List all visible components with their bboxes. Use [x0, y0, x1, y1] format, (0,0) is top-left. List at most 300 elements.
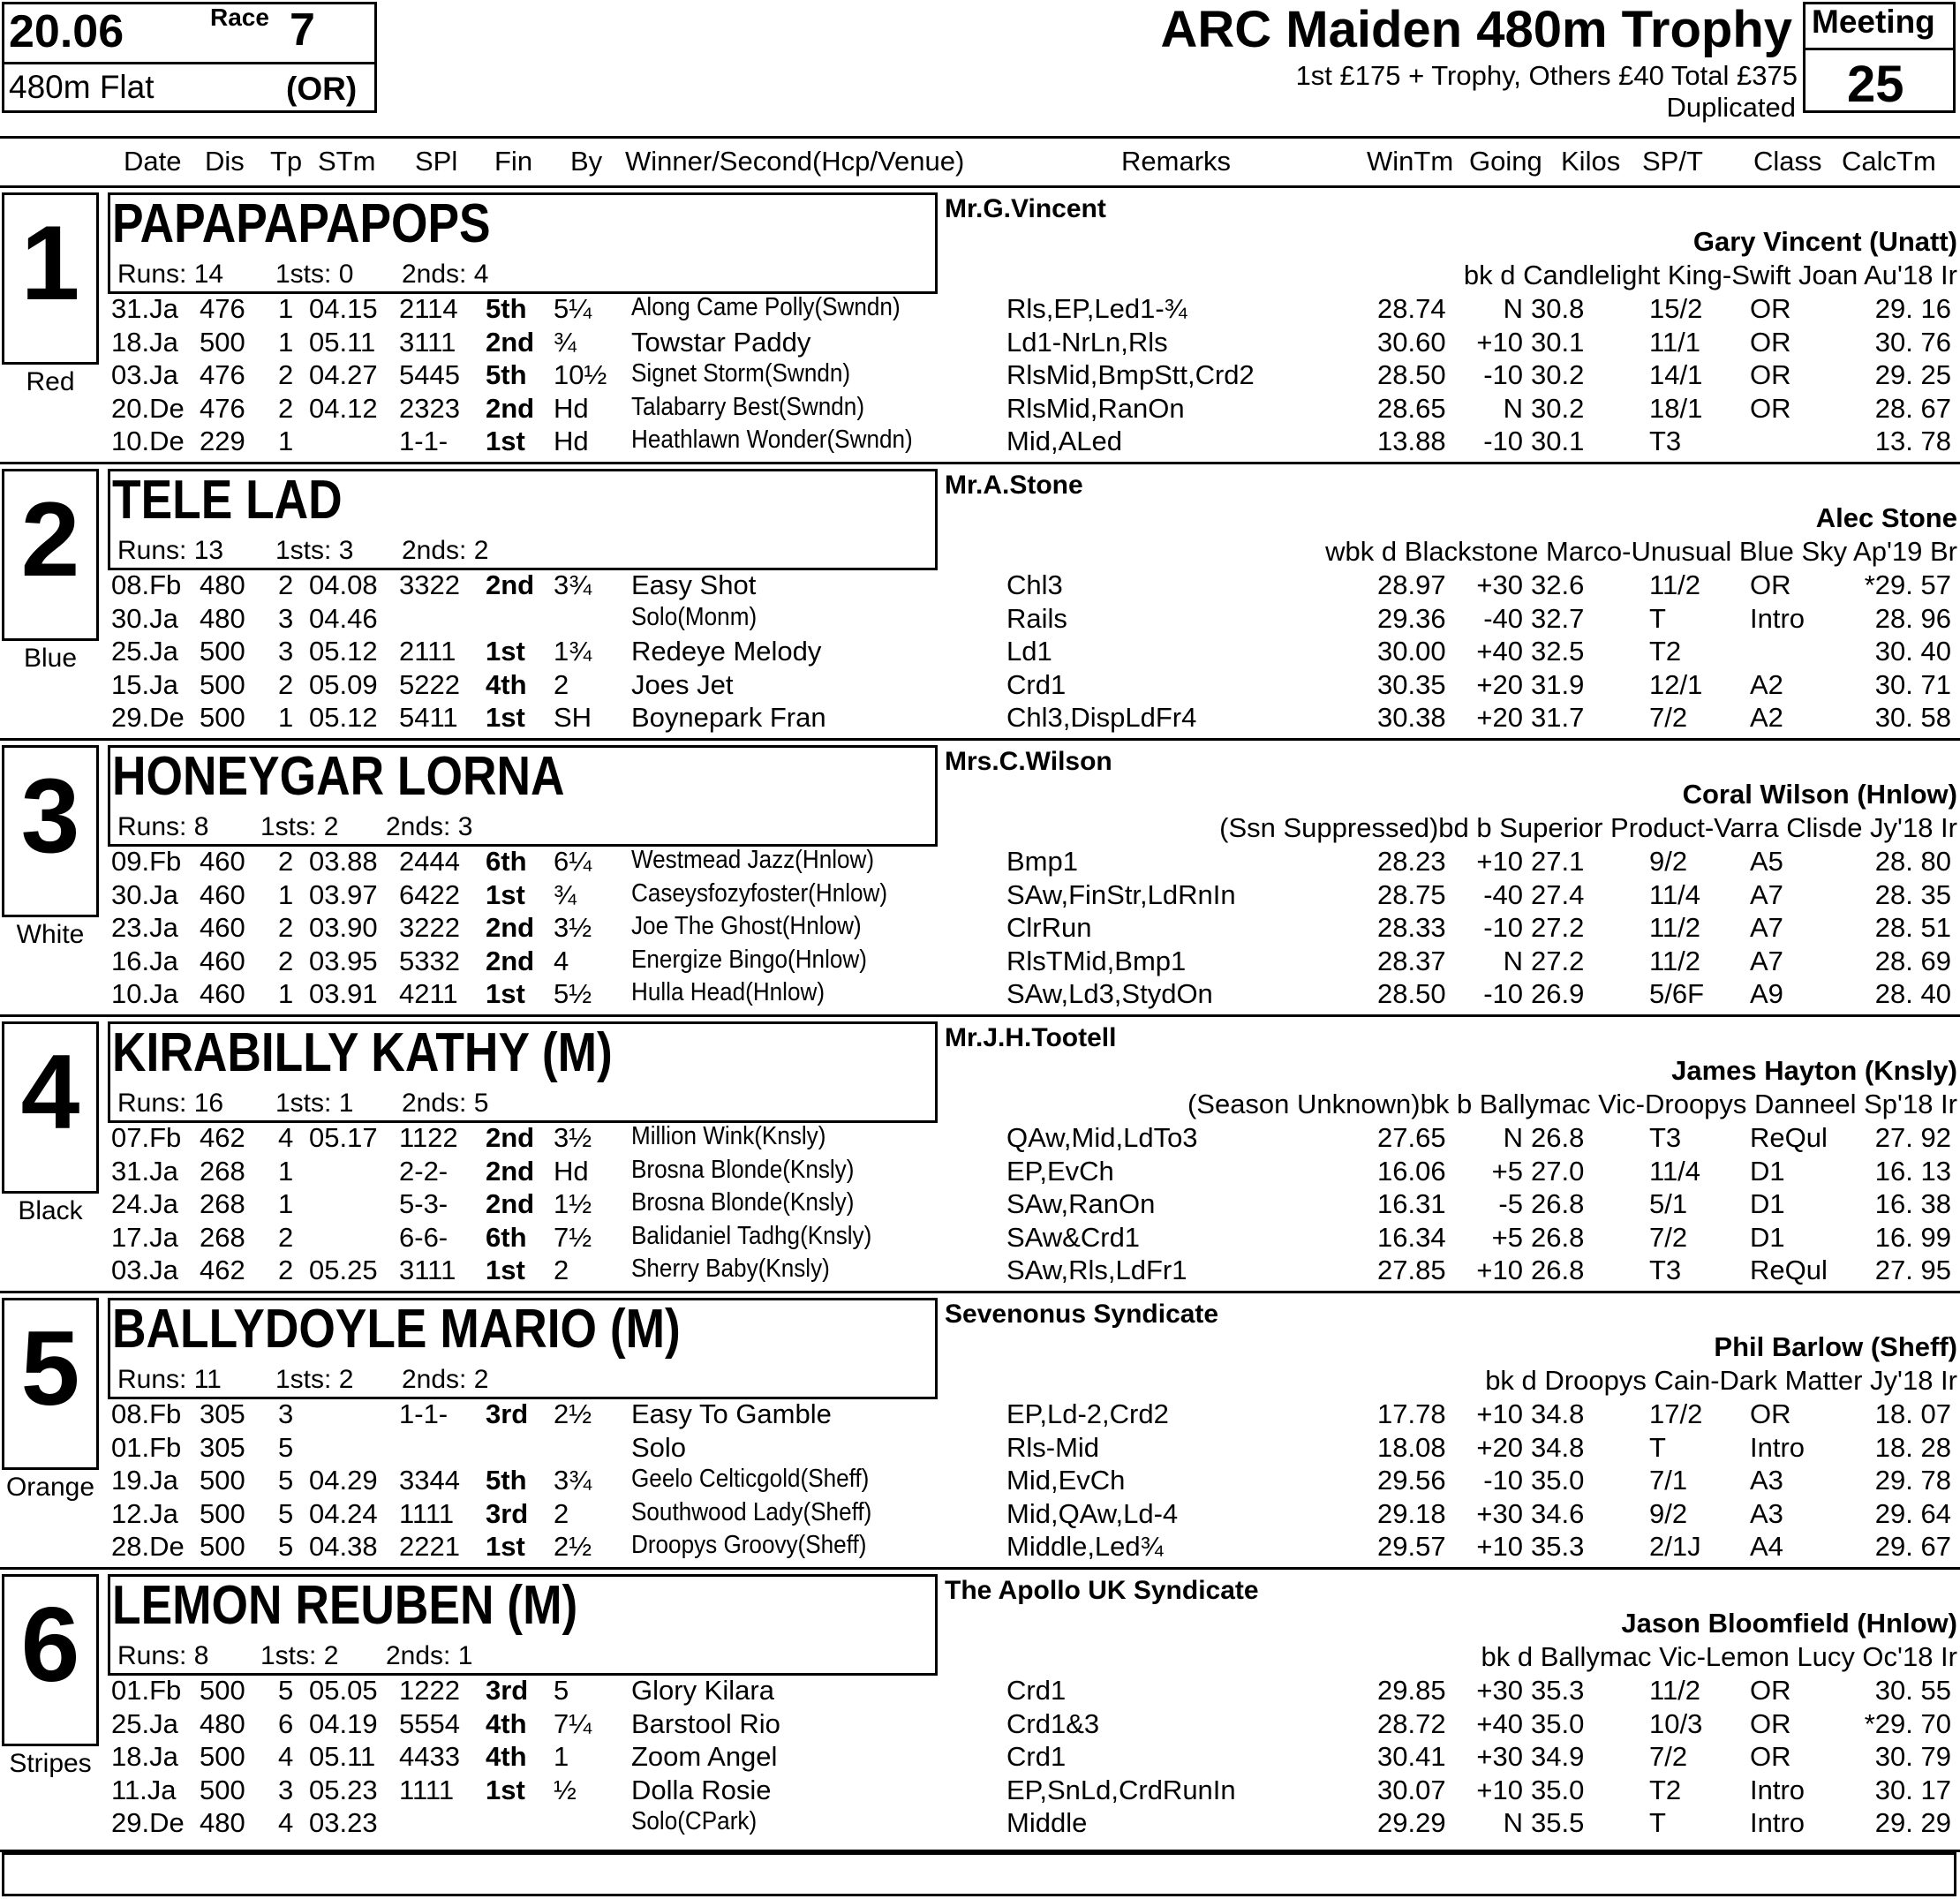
cell-beaten-by: Hd — [554, 1155, 589, 1187]
cell-winner-second: Geelo Celticgold(Sheff) — [631, 1465, 870, 1493]
cell-win-time: 30.38 — [1377, 702, 1446, 733]
cell-win-time: 29.85 — [1377, 1675, 1446, 1706]
cell-trap: 4 — [278, 1741, 294, 1772]
cell-win-time: 28.33 — [1377, 912, 1446, 943]
cell-calc-time: 29. 64 — [1874, 1497, 1951, 1529]
cell-remarks: SAw,FinStr,LdRnIn — [1006, 878, 1236, 910]
cell-kilos: 32.5 — [1531, 636, 1585, 667]
cell-sectional-time: 05.09 — [309, 668, 378, 700]
cell-calc-time: 29. 78 — [1874, 1465, 1951, 1496]
cell-calc-time: 16. 13 — [1874, 1155, 1951, 1187]
cell-kilos: 32.7 — [1531, 602, 1585, 634]
breeding: (Season Unknown)bk b Ballymac Vic-Droopys Danneel Sp'18 Ir — [1187, 1089, 1957, 1119]
cell-calc-time: 29. 16 — [1874, 293, 1951, 324]
cell-date: 08.Fb — [111, 1398, 182, 1429]
trap-number: 6 — [20, 1586, 80, 1704]
seconds-count: 2nds: 2 — [402, 536, 489, 565]
cell-class: Intro — [1750, 1431, 1805, 1463]
cell-calc-time: *29. 57 — [1864, 569, 1951, 600]
cell-finish: 1st — [486, 636, 525, 667]
cell-sectional-time: 05.23 — [309, 1774, 378, 1805]
cell-sectional-time: 04.27 — [309, 359, 378, 390]
cell-kilos: 27.2 — [1531, 945, 1585, 976]
runner-top-rule — [0, 1567, 1960, 1570]
cell-sectional-time: 05.11 — [309, 1741, 376, 1772]
cell-beaten-by: 3¾ — [554, 569, 592, 600]
cell-sectional-places: 3111 — [399, 1255, 456, 1285]
cell-calc-time: 30. 79 — [1874, 1741, 1951, 1772]
cell-sectional-places: 3322 — [399, 569, 460, 600]
race-title: ARC Maiden 480m Trophy — [1160, 1, 1792, 58]
runs-count: Runs: 8 — [117, 812, 209, 841]
cell-date: 31.Ja — [111, 1155, 178, 1187]
cell-going: N — [1503, 945, 1523, 976]
cell-sp-t: T — [1649, 1431, 1666, 1463]
form-row — [0, 293, 1960, 326]
meeting-label: Meeting — [1812, 4, 1935, 40]
cell-win-time: 16.06 — [1377, 1155, 1446, 1187]
cell-sp-t: T — [1649, 602, 1666, 634]
col-header-going: Going — [1469, 146, 1542, 177]
cell-date: 29.De — [111, 1807, 185, 1838]
cell-remarks: Ld1-NrLn,Rls — [1006, 326, 1168, 358]
cell-win-time: 18.08 — [1377, 1431, 1446, 1463]
cell-kilos: 30.1 — [1531, 426, 1585, 456]
runs-count: Runs: 11 — [117, 1365, 222, 1394]
cell-sectional-time: 03.23 — [309, 1807, 378, 1838]
cell-date: 19.Ja — [111, 1465, 178, 1496]
cell-win-time: 28.50 — [1377, 359, 1446, 390]
cell-remarks: Chl3 — [1006, 569, 1063, 600]
trap-number: 5 — [20, 1309, 80, 1428]
cell-remarks: EP,EvCh — [1006, 1155, 1114, 1187]
cell-win-time: 29.29 — [1377, 1807, 1446, 1838]
cell-going: -10 — [1483, 359, 1523, 390]
cell-calc-time: 30. 58 — [1874, 702, 1951, 733]
cell-sectional-places: 2114 — [399, 293, 458, 324]
cell-going: N — [1503, 1807, 1523, 1838]
firsts-count: 1sts: 0 — [275, 260, 354, 289]
runs-count: Runs: 16 — [117, 1089, 224, 1118]
cell-finish: 4th — [486, 668, 527, 700]
cell-going: +30 — [1476, 1741, 1523, 1772]
runner-trap-2 — [0, 462, 1960, 738]
col-header-remarks: Remarks — [1121, 146, 1232, 177]
cell-distance: 305 — [200, 1398, 245, 1429]
breeding: bk d Ballymac Vic-Lemon Lucy Oc'18 Ir — [1481, 1641, 1957, 1672]
cell-class: A7 — [1750, 945, 1783, 976]
cell-sectional-time: 04.19 — [309, 1707, 378, 1739]
trap-number: 4 — [20, 1033, 80, 1151]
cell-class: OR — [1750, 293, 1791, 324]
cell-distance: 500 — [200, 326, 245, 358]
cell-trap: 6 — [278, 1707, 294, 1739]
cell-class: Intro — [1750, 1774, 1805, 1805]
cell-beaten-by: ¾ — [554, 878, 577, 910]
cell-sectional-places: 3344 — [399, 1465, 460, 1496]
cell-sectional-time: 03.90 — [309, 912, 378, 943]
cell-sp-t: 18/1 — [1649, 392, 1703, 424]
cell-trap: 1 — [278, 1188, 294, 1219]
cell-trap: 2 — [278, 569, 294, 600]
cell-remarks: RlsMid,BmpStt,Crd2 — [1006, 359, 1255, 390]
cell-calc-time: 30. 17 — [1874, 1774, 1951, 1805]
form-row — [0, 359, 1960, 392]
cell-finish: 5th — [486, 359, 527, 390]
cell-kilos: 27.0 — [1531, 1155, 1585, 1187]
cell-win-time: 29.56 — [1377, 1465, 1446, 1496]
owner: Mr.G.Vincent — [945, 194, 1106, 223]
cell-calc-time: 29. 29 — [1874, 1807, 1951, 1838]
cell-sectional-time: 04.38 — [309, 1531, 378, 1562]
dog-name: KIRABILLY KATHY (M) — [112, 1022, 613, 1083]
cell-calc-time: *29. 70 — [1864, 1707, 1951, 1739]
cell-beaten-by: 1½ — [554, 1188, 592, 1219]
race-distance: 480m Flat — [9, 69, 155, 105]
cell-calc-time: 28. 80 — [1874, 846, 1951, 877]
cell-distance: 500 — [200, 1675, 245, 1706]
cell-going: +20 — [1476, 1431, 1523, 1463]
race-time-divider — [2, 62, 377, 64]
trainer: Gary Vincent (Unatt) — [1692, 226, 1957, 257]
cell-finish: 1st — [486, 1531, 525, 1562]
cell-trap: 1 — [278, 878, 294, 910]
cell-sectional-time: 05.17 — [309, 1122, 378, 1153]
cell-class: ReQul — [1750, 1255, 1828, 1285]
cell-win-time: 30.60 — [1377, 326, 1446, 358]
runner-trap-5 — [0, 1291, 1960, 1567]
trainer: Alec Stone — [1815, 502, 1957, 533]
cell-remarks: Middle — [1006, 1807, 1088, 1838]
cell-calc-time: 28. 69 — [1874, 945, 1951, 976]
cell-kilos: 31.9 — [1531, 668, 1585, 700]
cell-sectional-places: 2221 — [399, 1531, 460, 1562]
cell-beaten-by: 1¾ — [554, 636, 592, 667]
cell-winner-second: Solo(Monm) — [631, 602, 758, 631]
cell-remarks: Ld1 — [1006, 636, 1052, 667]
cell-trap: 1 — [278, 426, 294, 456]
cell-sectional-time: 03.97 — [309, 878, 378, 910]
breeding: bk d Candlelight King-Swift Joan Au'18 Ir — [1463, 260, 1957, 290]
cell-going: N — [1503, 293, 1523, 324]
cell-sectional-places: 5332 — [399, 945, 460, 976]
cell-class: OR — [1750, 1398, 1791, 1429]
form-row — [0, 846, 1960, 878]
cell-sectional-places: 4433 — [399, 1741, 460, 1772]
runner-top-rule — [0, 185, 1960, 188]
cell-remarks: QAw,Mid,LdTo3 — [1006, 1122, 1198, 1153]
cell-win-time: 29.36 — [1377, 602, 1446, 634]
runner-trap-6 — [0, 1567, 1960, 1843]
cell-distance: 500 — [200, 1497, 245, 1529]
cell-win-time: 29.57 — [1377, 1531, 1446, 1562]
cell-sp-t: 7/1 — [1649, 1465, 1688, 1496]
cell-remarks: SAw,Rls,LdFr1 — [1006, 1255, 1187, 1285]
cell-beaten-by: 4 — [554, 945, 569, 976]
cell-remarks: Bmp1 — [1006, 846, 1078, 877]
cell-trap: 3 — [278, 1774, 294, 1805]
cell-remarks: Crd1 — [1006, 1675, 1067, 1706]
cell-win-time: 30.00 — [1377, 636, 1446, 667]
cell-date: 24.Ja — [111, 1188, 178, 1219]
cell-finish: 2nd — [486, 569, 535, 600]
form-row — [0, 1775, 1960, 1807]
cell-winner-second: Zoom Angel — [631, 1741, 778, 1772]
cell-trap: 2 — [278, 668, 294, 700]
cell-date: 29.De — [111, 702, 185, 733]
cell-class: OR — [1750, 1675, 1791, 1706]
race-grade: (OR) — [286, 71, 358, 107]
cell-finish: 2nd — [486, 1188, 535, 1219]
runs-count: Runs: 14 — [117, 260, 224, 289]
cell-winner-second: Talabarry Best(Swndn) — [631, 392, 865, 421]
cell-win-time: 28.72 — [1377, 1707, 1446, 1739]
cell-date: 07.Fb — [111, 1122, 182, 1153]
cell-date: 30.Ja — [111, 878, 178, 910]
firsts-count: 1sts: 3 — [275, 536, 354, 565]
cell-sectional-places: 1-1- — [399, 426, 449, 456]
form-row — [0, 636, 1960, 668]
cell-sectional-places: 5445 — [399, 359, 460, 390]
cell-win-time: 30.41 — [1377, 1741, 1446, 1772]
dog-name: HONEYGAR LORNA — [112, 746, 565, 807]
cell-date: 01.Fb — [111, 1431, 182, 1463]
cell-sp-t: 7/2 — [1649, 1221, 1688, 1253]
cell-winner-second: Million Wink(Knsly) — [631, 1122, 826, 1150]
trap-number: 1 — [20, 204, 80, 322]
firsts-count: 1sts: 2 — [260, 1641, 339, 1670]
cell-sectional-places: 5411 — [399, 702, 458, 733]
col-header-spl: SPl — [415, 146, 458, 177]
cell-class: D1 — [1750, 1155, 1785, 1187]
meeting-divider — [1803, 48, 1956, 50]
form-row — [0, 1531, 1960, 1564]
cell-kilos: 34.9 — [1531, 1741, 1585, 1772]
cell-trap: 2 — [278, 1221, 294, 1253]
cell-date: 31.Ja — [111, 293, 178, 324]
col-header-kilos: Kilos — [1561, 146, 1621, 177]
cell-beaten-by: Hd — [554, 392, 589, 424]
cell-sp-t: 11/2 — [1649, 945, 1701, 976]
cell-finish: 2nd — [486, 326, 535, 358]
cell-remarks: Rls,EP,Led1-¾ — [1006, 293, 1187, 324]
cell-trap: 1 — [278, 702, 294, 733]
col-header-spt: SP/T — [1642, 146, 1703, 177]
cell-sectional-time: 05.12 — [309, 636, 378, 667]
col-header-calctm: CalcTm — [1842, 146, 1936, 177]
cell-sp-t: 11/2 — [1649, 1675, 1701, 1706]
cell-remarks: EP,Ld-2,Crd2 — [1006, 1398, 1169, 1429]
cell-sectional-places: 2-2- — [399, 1155, 449, 1187]
cell-winner-second: Towstar Paddy — [631, 326, 811, 358]
cell-class: A9 — [1750, 978, 1783, 1009]
cell-distance: 476 — [200, 392, 245, 424]
cell-winner-second: Dolla Rosie — [631, 1774, 772, 1805]
cell-sp-t: T3 — [1649, 1255, 1682, 1285]
meeting-number: 25 — [1847, 56, 1904, 113]
cell-going: -40 — [1483, 602, 1523, 634]
cell-sp-t: T2 — [1649, 1774, 1682, 1805]
cell-going: +30 — [1476, 1675, 1523, 1706]
cell-distance: 480 — [200, 1807, 245, 1838]
cell-finish: 5th — [486, 1465, 527, 1496]
cell-sp-t: 11/1 — [1649, 326, 1701, 358]
cell-winner-second: Solo — [631, 1431, 687, 1463]
cell-winner-second: Brosna Blonde(Knsly) — [631, 1155, 855, 1184]
cell-class: A7 — [1750, 912, 1783, 943]
runner-top-rule — [0, 738, 1960, 741]
cell-distance: 460 — [200, 878, 245, 910]
firsts-count: 1sts: 2 — [275, 1365, 354, 1394]
trainer: Jason Bloomfield (Hnlow) — [1621, 1608, 1957, 1639]
form-row — [0, 669, 1960, 702]
form-row — [0, 393, 1960, 426]
firsts-count: 1sts: 2 — [260, 812, 339, 841]
form-row — [0, 1675, 1960, 1707]
cell-sectional-places: 3111 — [399, 326, 456, 358]
form-row — [0, 1398, 1960, 1431]
cell-beaten-by: 3¾ — [554, 1465, 592, 1496]
dog-name: BALLYDOYLE MARIO (M) — [112, 1299, 681, 1360]
cell-calc-time: 29. 67 — [1874, 1531, 1951, 1562]
seconds-count: 2nds: 2 — [402, 1365, 489, 1394]
cell-going: +10 — [1476, 1398, 1523, 1429]
cell-sectional-places: 5222 — [399, 668, 460, 700]
cell-trap: 2 — [278, 1255, 294, 1285]
trap-colour: Black — [18, 1196, 83, 1225]
cell-date: 10.Ja — [111, 978, 178, 1009]
cell-beaten-by: 2 — [554, 668, 569, 700]
col-header-dis: Dis — [205, 146, 245, 177]
cell-remarks: Crd1 — [1006, 668, 1067, 700]
cell-sectional-places: 1222 — [399, 1675, 460, 1706]
cell-win-time: 28.50 — [1377, 978, 1446, 1009]
cell-win-time: 30.07 — [1377, 1774, 1446, 1805]
cell-winner-second: Droopys Groovy(Sheff) — [631, 1531, 867, 1559]
cell-winner-second: Solo(CPark) — [631, 1807, 758, 1835]
cell-class: OR — [1750, 569, 1791, 600]
cell-win-time: 28.74 — [1377, 293, 1446, 324]
cell-trap: 2 — [278, 846, 294, 877]
cell-distance: 229 — [200, 426, 245, 456]
cell-trap: 1 — [278, 978, 294, 1009]
cell-going: N — [1503, 392, 1523, 424]
cell-winner-second: Joes Jet — [631, 668, 734, 700]
cell-class: A3 — [1750, 1497, 1783, 1529]
cell-win-time: 28.23 — [1377, 846, 1446, 877]
runs-count: Runs: 13 — [117, 536, 224, 565]
cell-finish: 6th — [486, 1221, 527, 1253]
cell-going: +20 — [1476, 702, 1523, 733]
form-row — [0, 1255, 1960, 1287]
cell-beaten-by: 2 — [554, 1497, 569, 1529]
cell-beaten-by: 5 — [554, 1675, 569, 1706]
col-header-stm: STm — [318, 146, 376, 177]
cell-sectional-time: 05.11 — [309, 326, 376, 358]
cell-beaten-by: Hd — [554, 426, 589, 456]
cell-trap: 2 — [278, 912, 294, 943]
cell-trap: 2 — [278, 945, 294, 976]
cell-date: 08.Fb — [111, 569, 182, 600]
form-row — [0, 702, 1960, 735]
cell-beaten-by: 5¼ — [554, 293, 592, 324]
cell-date: 30.Ja — [111, 602, 178, 634]
cell-calc-time: 28. 96 — [1874, 602, 1951, 634]
form-row — [0, 912, 1960, 945]
cell-class: A7 — [1750, 878, 1783, 910]
cell-distance: 268 — [200, 1188, 245, 1219]
form-row — [0, 1222, 1960, 1255]
form-row — [0, 1188, 1960, 1221]
cell-winner-second: Barstool Rio — [631, 1707, 780, 1739]
cell-sp-t: 5/1 — [1649, 1188, 1688, 1219]
cell-winner-second: Hulla Head(Hnlow) — [631, 978, 825, 1006]
form-row — [0, 1465, 1960, 1497]
cell-winner-second: Joe The Ghost(Hnlow) — [631, 912, 862, 940]
cell-sectional-places: 2444 — [399, 846, 460, 877]
cell-distance: 500 — [200, 668, 245, 700]
cell-sp-t: 15/2 — [1649, 293, 1703, 324]
cell-going: -10 — [1483, 978, 1523, 1009]
cell-winner-second: Southwood Lady(Sheff) — [631, 1497, 872, 1526]
cell-calc-time: 30. 71 — [1874, 668, 1951, 700]
cell-class: OR — [1750, 1707, 1791, 1739]
cell-finish: 1st — [486, 878, 525, 910]
cell-trap: 1 — [278, 326, 294, 358]
cell-class: D1 — [1750, 1188, 1785, 1219]
cell-class: OR — [1750, 359, 1791, 390]
cell-going: +10 — [1476, 1255, 1523, 1285]
cell-kilos: 34.8 — [1531, 1431, 1585, 1463]
cell-date: 18.Ja — [111, 1741, 178, 1772]
cell-winner-second: Westmead Jazz(Hnlow) — [631, 846, 875, 874]
seconds-count: 2nds: 1 — [386, 1641, 473, 1670]
cell-class: OR — [1750, 392, 1791, 424]
cell-distance: 460 — [200, 945, 245, 976]
cell-trap: 4 — [278, 1807, 294, 1838]
cell-distance: 460 — [200, 846, 245, 877]
cell-sectional-places: 2323 — [399, 392, 460, 424]
trainer: Coral Wilson (Hnlow) — [1682, 779, 1957, 810]
cell-sp-t: 17/2 — [1649, 1398, 1703, 1429]
cell-distance: 500 — [200, 1531, 245, 1562]
cell-sectional-time: 04.46 — [309, 602, 378, 634]
cell-kilos: 32.6 — [1531, 569, 1585, 600]
cell-kilos: 30.8 — [1531, 293, 1585, 324]
cell-going: +20 — [1476, 668, 1523, 700]
cell-remarks: Rls-Mid — [1006, 1431, 1100, 1463]
footer-box — [2, 1852, 1956, 1896]
cell-distance: 500 — [200, 1741, 245, 1772]
cell-class: OR — [1750, 1741, 1791, 1772]
col-header-fin: Fin — [494, 146, 533, 177]
cell-sectional-places: 2111 — [399, 636, 456, 667]
cell-calc-time: 29. 25 — [1874, 359, 1951, 390]
cell-sectional-time: 03.91 — [309, 978, 378, 1009]
col-header-wintm: WinTm — [1367, 146, 1454, 177]
cell-sectional-places: 1111 — [399, 1774, 455, 1805]
cell-kilos: 27.1 — [1531, 846, 1585, 877]
cell-distance: 500 — [200, 636, 245, 667]
cell-winner-second: Heathlawn Wonder(Swndn) — [631, 426, 913, 454]
cell-sp-t: 11/4 — [1649, 878, 1701, 910]
cell-kilos: 34.6 — [1531, 1497, 1585, 1529]
cell-finish: 1st — [486, 978, 525, 1009]
form-row — [0, 946, 1960, 978]
cell-beaten-by: 2 — [554, 1255, 569, 1285]
cell-going: -10 — [1483, 426, 1523, 456]
form-row — [0, 569, 1960, 602]
